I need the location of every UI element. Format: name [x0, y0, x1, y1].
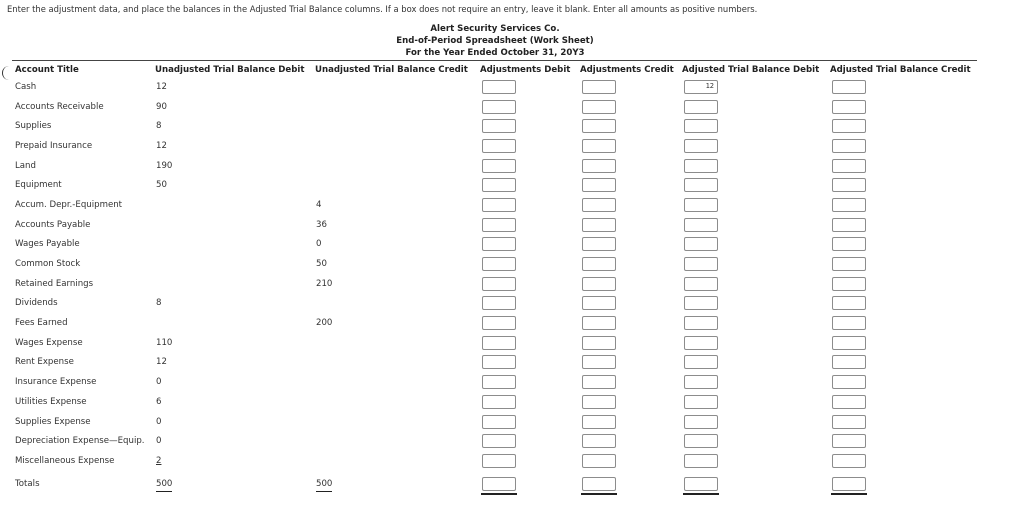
totals-row — [12, 471, 977, 498]
utb-debit-value — [152, 97, 312, 117]
adj-debit-input[interactable] — [482, 296, 516, 310]
utb-debit-amount: 12 — [156, 140, 167, 151]
adj-debit-input[interactable] — [482, 375, 516, 389]
atb-debit-cell — [679, 235, 827, 255]
atb-credit-input[interactable] — [832, 355, 866, 369]
adj-credit-cell — [577, 412, 679, 432]
adj-debit-input[interactable] — [482, 178, 516, 192]
adj-credit-cell — [577, 451, 679, 471]
table-row — [12, 412, 977, 432]
atb-credit-input[interactable] — [832, 257, 866, 271]
utb-credit-value — [312, 412, 477, 432]
utb-credit-value — [312, 274, 477, 294]
adj-debit-input[interactable] — [482, 119, 516, 133]
adj-debit-cell — [477, 313, 577, 333]
adj-credit-cell — [577, 294, 679, 314]
adj-credit-input[interactable] — [582, 119, 616, 133]
adj-credit-input[interactable] — [582, 198, 616, 212]
table-row — [12, 254, 977, 274]
atb-debit-cell — [679, 431, 827, 451]
utb-credit-value — [312, 77, 477, 97]
atb-debit-cell — [679, 333, 827, 353]
utb-credit-amount: 50 — [316, 259, 327, 270]
table-row — [12, 235, 977, 255]
adj-debit-input[interactable] — [482, 434, 516, 448]
atb-credit-cell — [827, 471, 977, 498]
col-adj-credit: Adjustments Credit — [580, 65, 674, 75]
adj-debit-cell — [477, 77, 577, 97]
account-title: Supplies Expense — [15, 416, 91, 427]
adj-debit-cell — [477, 215, 577, 235]
atb-credit-cell — [827, 412, 977, 432]
adj-credit-cell — [577, 274, 679, 294]
column-header-row — [12, 63, 977, 77]
adj-credit-input[interactable] — [582, 316, 616, 330]
adj-credit-input[interactable] — [582, 336, 616, 350]
table-row — [12, 195, 977, 215]
atb-debit-cell — [679, 254, 827, 274]
atb-credit-cell — [827, 313, 977, 333]
utb-debit-amount: 8 — [156, 298, 162, 309]
adj-debit-input[interactable] — [482, 454, 516, 468]
utb-credit-value — [312, 313, 477, 333]
table-row — [12, 372, 977, 392]
table-row — [12, 294, 977, 314]
utb-credit-value — [312, 97, 477, 117]
adj-debit-cell — [477, 471, 577, 498]
utb-credit-value — [312, 372, 477, 392]
table-row — [12, 451, 977, 471]
adj-debit-input[interactable] — [482, 316, 516, 330]
utb-debit-amount: 12 — [156, 357, 167, 368]
utb-debit-amount: 8 — [156, 121, 162, 132]
utb-debit-amount: 0 — [156, 436, 162, 447]
utb-credit-value — [312, 136, 477, 156]
utb-credit-value — [312, 254, 477, 274]
adj-credit-cell — [577, 471, 679, 498]
utb-debit-value — [152, 431, 312, 451]
account-title: Insurance Expense — [15, 377, 97, 388]
atb-credit-input[interactable] — [832, 434, 866, 448]
adj-debit-input[interactable] — [482, 395, 516, 409]
adj-debit-input[interactable] — [482, 100, 516, 114]
atb-credit-input[interactable] — [832, 119, 866, 133]
adj-debit-input[interactable] — [482, 237, 516, 251]
account-title: Cash — [15, 81, 37, 92]
atb-debit-input[interactable] — [684, 375, 718, 389]
atb-debit-cell — [679, 313, 827, 333]
atb-credit-cell — [827, 353, 977, 373]
utb-debit-amount: 50 — [156, 180, 167, 191]
adj-debit-cell — [477, 372, 577, 392]
adj-debit-input[interactable] — [482, 415, 516, 429]
table-row — [12, 175, 977, 195]
atb-debit-cell — [679, 372, 827, 392]
atb-credit-input[interactable] — [832, 277, 866, 291]
utb-credit-value — [312, 116, 477, 136]
adj-credit-input[interactable] — [582, 415, 616, 429]
utb-debit-value — [152, 353, 312, 373]
account-title: Retained Earnings — [15, 278, 94, 289]
adj-debit-cell — [477, 392, 577, 412]
atb-debit-input[interactable] — [684, 336, 718, 350]
table-row — [12, 274, 977, 294]
atb-credit-cell — [827, 156, 977, 176]
utb-debit-amount: 2 — [156, 455, 162, 466]
utb-credit-value — [312, 235, 477, 255]
adj-credit-input[interactable] — [582, 100, 616, 114]
utb-debit-value — [152, 294, 312, 314]
atb-debit-input[interactable] — [684, 198, 718, 212]
atb-credit-cell — [827, 372, 977, 392]
adj-credit-cell — [577, 97, 679, 117]
adj-debit-cell — [477, 195, 577, 215]
company-name: Alert Security Services Co. — [430, 24, 560, 34]
table-row — [12, 215, 977, 235]
account-title: Wages Payable — [15, 239, 80, 250]
utb-credit-value — [312, 294, 477, 314]
atb-debit-input[interactable] — [684, 159, 718, 173]
utb-debit-value — [152, 471, 312, 498]
atb-debit-cell — [679, 412, 827, 432]
atb-debit-cell — [679, 451, 827, 471]
adj-credit-input[interactable] — [582, 277, 616, 291]
col-atb-debit: Adjusted Trial Balance Debit — [682, 65, 820, 75]
atb-debit-cell — [679, 392, 827, 412]
utb-debit-amount: 0 — [156, 416, 162, 427]
atb-credit-cell — [827, 77, 977, 97]
atb-credit-input[interactable] — [832, 237, 866, 251]
atb-debit-input[interactable] — [684, 139, 718, 153]
atb-credit-cell — [827, 274, 977, 294]
adj-credit-input[interactable] — [582, 355, 616, 369]
adj-credit-input[interactable] — [582, 80, 616, 94]
adj-debit-input[interactable] — [482, 159, 516, 173]
atb-credit-input[interactable] — [832, 296, 866, 310]
atb-credit-input[interactable] — [832, 80, 866, 94]
utb-debit-value — [152, 333, 312, 353]
atb-debit-input[interactable] — [684, 395, 718, 409]
adj-debit-cell — [477, 97, 577, 117]
utb-debit-amount: 190 — [156, 160, 173, 171]
table-row — [12, 353, 977, 373]
utb-credit-value — [312, 156, 477, 176]
adj-debit-input[interactable] — [482, 198, 516, 212]
adj-credit-cell — [577, 156, 679, 176]
header-rule — [12, 60, 977, 61]
account-title: Miscellaneous Expense — [15, 455, 115, 466]
table-row — [12, 313, 977, 333]
account-title: Supplies — [15, 121, 52, 132]
instructions: Enter the adjustment data, and place the balances in the Adjusted Trial Balance columns. If a box does not require an entry, leave it blank. Enter all amounts as positive numbers. — [7, 4, 758, 14]
atb-credit-cell — [827, 294, 977, 314]
col-utb-debit: Unadjusted Trial Balance Debit — [155, 65, 305, 75]
adj-credit-input[interactable] — [582, 434, 616, 448]
atb-debit-input[interactable]: 12 — [684, 80, 718, 94]
adj-debit-cell — [477, 175, 577, 195]
utb-credit-value — [312, 215, 477, 235]
account-title: Accounts Receivable — [15, 101, 104, 112]
adj-debit-cell — [477, 274, 577, 294]
adj-credit-input[interactable] — [582, 159, 616, 173]
account-title: Fees Earned — [15, 318, 68, 329]
atb-debit-input[interactable] — [684, 477, 718, 491]
atb-credit-input[interactable] — [832, 178, 866, 192]
utb-credit-value — [312, 175, 477, 195]
adj-debit-cell — [477, 333, 577, 353]
atb-credit-input[interactable] — [832, 100, 866, 114]
atb-credit-cell — [827, 116, 977, 136]
adj-debit-input[interactable] — [482, 257, 516, 271]
adj-credit-cell — [577, 353, 679, 373]
atb-credit-cell — [827, 392, 977, 412]
utb-credit-amount: 4 — [316, 199, 322, 210]
utb-debit-value — [152, 372, 312, 392]
atb-credit-input[interactable] — [832, 336, 866, 350]
atb-debit-input[interactable] — [684, 257, 718, 271]
atb-debit-input[interactable] — [684, 237, 718, 251]
utb-debit-value — [152, 392, 312, 412]
adj-debit-cell — [477, 254, 577, 274]
adj-credit-cell — [577, 431, 679, 451]
adj-credit-input[interactable] — [582, 178, 616, 192]
atb-debit-cell — [679, 116, 827, 136]
adj-debit-cell — [477, 353, 577, 373]
atb-credit-input[interactable] — [832, 316, 866, 330]
atb-debit-input[interactable] — [684, 119, 718, 133]
account-title: Accum. Depr.-Equipment — [15, 199, 123, 210]
adj-credit-cell — [577, 313, 679, 333]
utb-debit-value — [152, 254, 312, 274]
atb-credit-cell — [827, 254, 977, 274]
account-title: Utilities Expense — [15, 396, 87, 407]
atb-credit-cell — [827, 195, 977, 215]
col-utb-credit: Unadjusted Trial Balance Credit — [315, 65, 468, 75]
utb-debit-value — [152, 215, 312, 235]
table-row — [12, 333, 977, 353]
col-account-title: Account Title — [15, 65, 79, 75]
table-row — [12, 392, 977, 412]
adj-debit-input[interactable] — [482, 277, 516, 291]
adj-credit-cell — [577, 195, 679, 215]
atb-debit-cell — [679, 195, 827, 215]
account-title: Land — [15, 160, 36, 171]
utb-credit-value — [312, 333, 477, 353]
atb-credit-cell — [827, 136, 977, 156]
table-row — [12, 116, 977, 136]
utb-debit-value — [152, 175, 312, 195]
utb-credit-value — [312, 471, 477, 498]
atb-debit-cell — [679, 77, 827, 97]
account-title: Depreciation Expense—Equip. — [15, 436, 145, 447]
utb-credit-amount: 500 — [316, 479, 333, 490]
utb-debit-amount: 0 — [156, 377, 162, 388]
atb-credit-cell — [827, 451, 977, 471]
utb-debit-amount: 90 — [156, 101, 167, 112]
col-atb-credit: Adjusted Trial Balance Credit — [830, 65, 971, 75]
atb-credit-input[interactable] — [832, 139, 866, 153]
atb-debit-input[interactable] — [684, 355, 718, 369]
worksheet-title: End-of-Period Spreadsheet (Work Sheet) — [396, 36, 594, 46]
utb-debit-amount: 500 — [156, 479, 173, 490]
atb-credit-cell — [827, 333, 977, 353]
atb-credit-input[interactable] — [832, 477, 866, 491]
atb-credit-cell — [827, 431, 977, 451]
atb-debit-cell — [679, 274, 827, 294]
atb-credit-input[interactable] — [832, 395, 866, 409]
utb-debit-value — [152, 235, 312, 255]
adj-debit-cell — [477, 116, 577, 136]
adj-credit-input[interactable] — [582, 375, 616, 389]
utb-credit-value — [312, 392, 477, 412]
atb-debit-cell — [679, 136, 827, 156]
atb-debit-cell — [679, 215, 827, 235]
atb-debit-cell — [679, 471, 827, 498]
adj-debit-input[interactable] — [482, 477, 516, 491]
adj-debit-cell — [477, 136, 577, 156]
adj-debit-cell — [477, 294, 577, 314]
atb-credit-cell — [827, 97, 977, 117]
utb-debit-amount: 12 — [156, 81, 167, 92]
adj-debit-cell — [477, 156, 577, 176]
atb-debit-cell — [679, 175, 827, 195]
atb-credit-input[interactable] — [832, 198, 866, 212]
adj-credit-cell — [577, 77, 679, 97]
atb-debit-input[interactable] — [684, 296, 718, 310]
adj-credit-cell — [577, 215, 679, 235]
atb-debit-cell — [679, 353, 827, 373]
atb-credit-cell — [827, 235, 977, 255]
atb-credit-input[interactable] — [832, 159, 866, 173]
utb-debit-value — [152, 195, 312, 215]
adj-credit-input[interactable] — [582, 139, 616, 153]
atb-credit-input[interactable] — [832, 415, 866, 429]
account-title: Common Stock — [15, 259, 81, 270]
atb-credit-cell — [827, 215, 977, 235]
atb-debit-cell — [679, 294, 827, 314]
adj-debit-input[interactable] — [482, 218, 516, 232]
atb-credit-input[interactable] — [832, 375, 866, 389]
worksheet-table — [12, 63, 977, 498]
utb-debit-value — [152, 451, 312, 471]
utb-debit-value — [152, 274, 312, 294]
utb-debit-value — [152, 116, 312, 136]
adj-credit-input[interactable] — [582, 257, 616, 271]
utb-credit-value — [312, 431, 477, 451]
adj-credit-cell — [577, 175, 679, 195]
atb-credit-input[interactable] — [832, 454, 866, 468]
account-title: Equipment — [15, 180, 62, 191]
adj-debit-cell — [477, 431, 577, 451]
utb-debit-value — [152, 136, 312, 156]
adj-credit-input[interactable] — [582, 296, 616, 310]
adj-credit-cell — [577, 116, 679, 136]
period-line: For the Year Ended October 31, 20Y3 — [405, 48, 585, 58]
atb-debit-input[interactable] — [684, 277, 718, 291]
adj-debit-cell — [477, 412, 577, 432]
utb-debit-value — [152, 412, 312, 432]
table-row — [12, 136, 977, 156]
atb-debit-input[interactable] — [684, 316, 718, 330]
adj-credit-cell — [577, 235, 679, 255]
utb-debit-value — [152, 313, 312, 333]
adj-debit-input[interactable] — [482, 80, 516, 94]
adj-credit-input[interactable] — [582, 477, 616, 491]
utb-credit-value — [312, 353, 477, 373]
adj-debit-input[interactable] — [482, 355, 516, 369]
adj-credit-input[interactable] — [582, 454, 616, 468]
utb-debit-amount: 6 — [156, 396, 162, 407]
adj-credit-input[interactable] — [582, 395, 616, 409]
adj-debit-input[interactable] — [482, 139, 516, 153]
account-title: Totals — [15, 479, 40, 490]
adj-debit-input[interactable] — [482, 336, 516, 350]
account-title: Dividends — [15, 298, 58, 309]
table-row — [12, 156, 977, 176]
account-title: Accounts Payable — [15, 219, 91, 230]
adj-credit-cell — [577, 333, 679, 353]
adj-debit-cell — [477, 235, 577, 255]
utb-credit-amount: 0 — [316, 239, 322, 250]
atb-debit-input[interactable] — [684, 178, 718, 192]
utb-credit-amount: 36 — [316, 219, 327, 230]
adj-credit-cell — [577, 372, 679, 392]
atb-debit-input[interactable] — [684, 415, 718, 429]
utb-credit-value — [312, 195, 477, 215]
adj-debit-cell — [477, 451, 577, 471]
table-row — [12, 97, 977, 117]
adj-credit-input[interactable] — [582, 218, 616, 232]
account-title: Prepaid Insurance — [15, 140, 93, 151]
adj-credit-cell — [577, 136, 679, 156]
adj-credit-cell — [577, 392, 679, 412]
table-row — [12, 77, 977, 97]
atb-debit-input[interactable] — [684, 454, 718, 468]
utb-credit-amount: 210 — [316, 278, 333, 289]
atb-credit-cell — [827, 175, 977, 195]
utb-debit-value — [152, 156, 312, 176]
utb-debit-value — [152, 77, 312, 97]
col-adj-debit: Adjustments Debit — [480, 65, 571, 75]
account-title: Rent Expense — [15, 357, 74, 368]
atb-debit-cell — [679, 97, 827, 117]
atb-debit-input[interactable] — [684, 218, 718, 232]
utb-credit-value — [312, 451, 477, 471]
atb-debit-input[interactable] — [684, 434, 718, 448]
adj-credit-input[interactable] — [582, 237, 616, 251]
atb-debit-cell — [679, 156, 827, 176]
utb-debit-amount: 110 — [156, 337, 173, 348]
atb-credit-input[interactable] — [832, 218, 866, 232]
atb-debit-input[interactable] — [684, 100, 718, 114]
utb-credit-amount: 200 — [316, 318, 333, 329]
table-row — [12, 431, 977, 451]
adj-credit-cell — [577, 254, 679, 274]
account-title: Wages Expense — [15, 337, 83, 348]
